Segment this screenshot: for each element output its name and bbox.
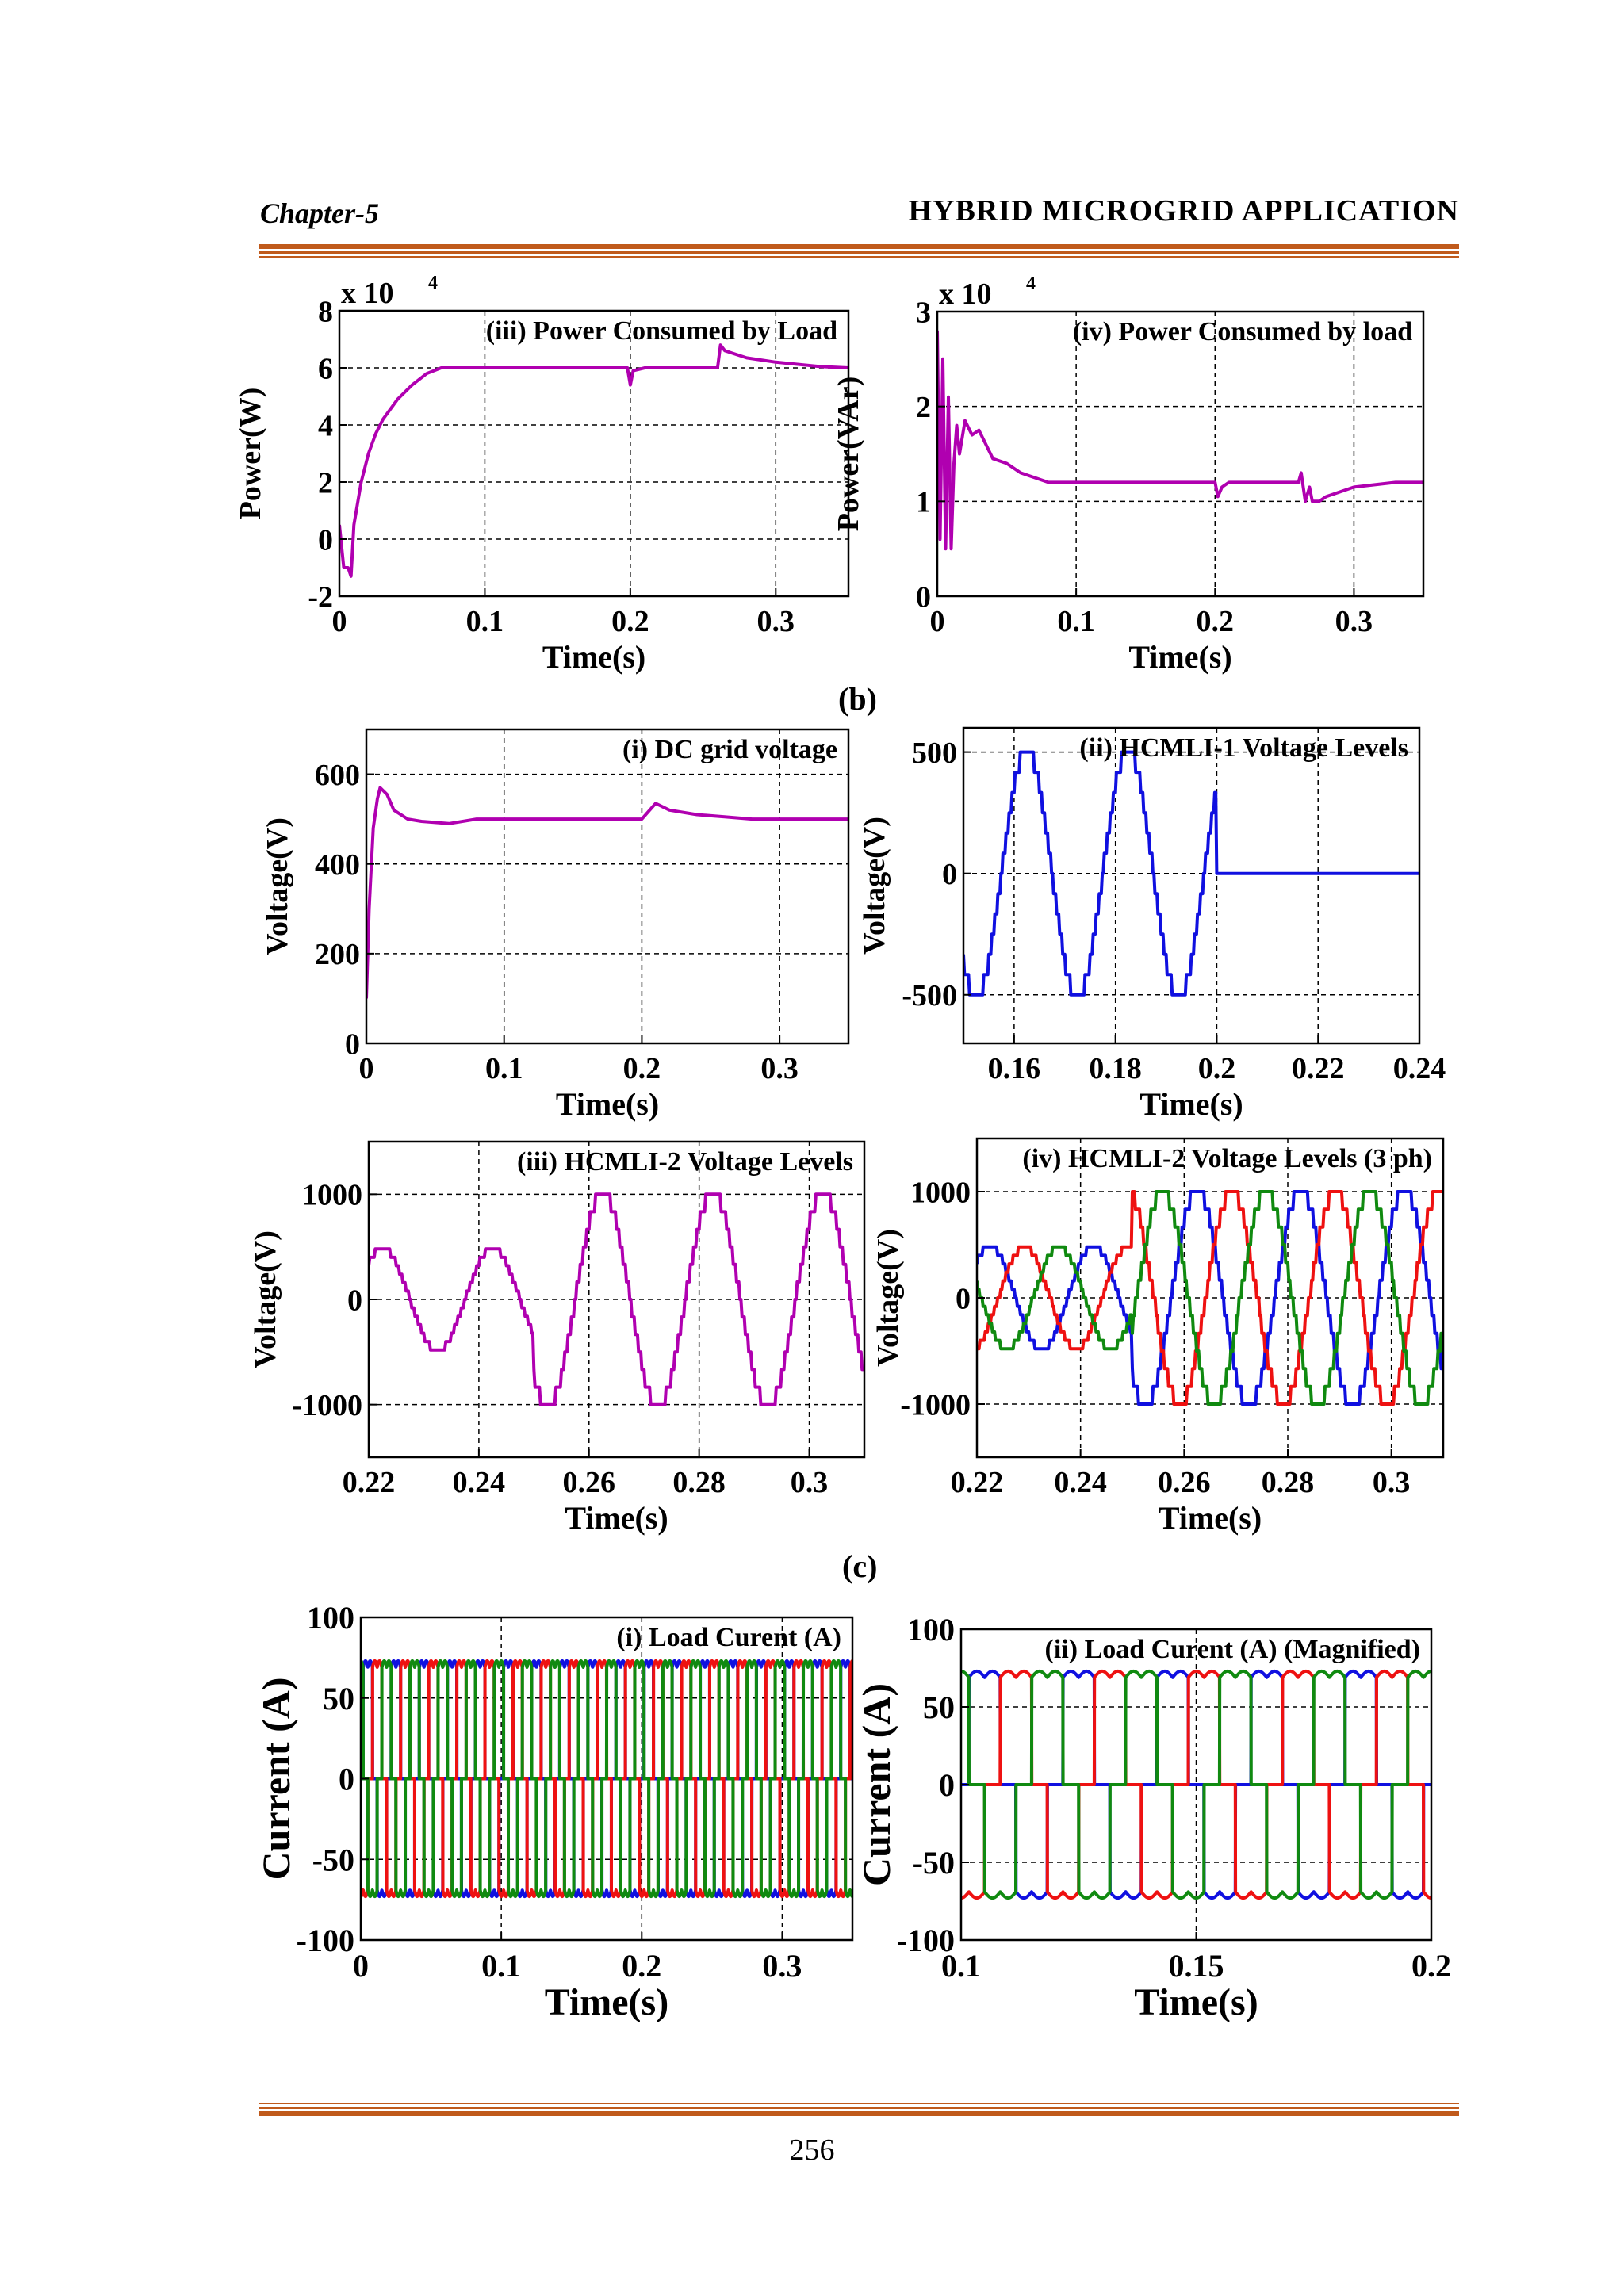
x-tick-label-2: 0.2 (622, 1052, 661, 1085)
y-tick-label-3: 3 (916, 296, 931, 330)
x-tick-label-3: 0.3 (1335, 605, 1373, 638)
x-tick-label-2: 0.2 (1196, 605, 1235, 638)
x-tick-label-2: 0.2 (1411, 1948, 1451, 1984)
y-tick-label-0: -100 (896, 1923, 955, 1958)
plot-frame (937, 312, 1423, 596)
footer-rule (259, 2103, 1459, 2116)
y-tick-label-1: 200 (315, 938, 360, 972)
y-tick-label-2: 2 (318, 466, 333, 500)
x-tick-label-1: 0.18 (1089, 1052, 1142, 1085)
y-tick-label-1: 0 (347, 1284, 362, 1318)
x-tick-label-4: 0.24 (1392, 1052, 1446, 1085)
y-tick-label-2: 0 (939, 1767, 955, 1803)
x-tick-label-1: 0.1 (465, 605, 504, 638)
y-tick-label-5: 8 (318, 295, 333, 329)
y-tick-label-2: 0 (339, 1761, 354, 1797)
y-tick-label-3: 50 (323, 1680, 354, 1716)
y-tick-label-0: -500 (902, 979, 957, 1013)
y-tick-label-0: -2 (308, 580, 333, 614)
y-tick-label-4: 6 (318, 352, 333, 386)
x-tick-label-3: 0.3 (756, 605, 795, 638)
x-tick-label-3: 0.28 (1261, 1466, 1315, 1499)
chart-title: (iv) HCMLI-2 Voltage Levels (3 ph) (1022, 1144, 1432, 1173)
chart-p4 (858, 728, 1446, 1122)
caption-b: (b) (838, 681, 877, 717)
x-tick-label-0: 0 (331, 605, 347, 638)
y-tick-label-0: -100 (296, 1923, 354, 1958)
y-tick-label-3: 50 (923, 1689, 955, 1725)
series-line-0 (339, 345, 848, 576)
chart-p6 (871, 1138, 1443, 1536)
chart-title: (i) DC grid voltage (622, 735, 837, 764)
y-tick-label-0: -1000 (292, 1388, 362, 1422)
plot-frame (339, 311, 848, 596)
x-axis-label: Time(s) (1134, 1981, 1258, 2023)
chart-title: (ii) HCMLI-1 Voltage Levels (1079, 733, 1408, 763)
x-tick-label-2: 0.26 (562, 1466, 616, 1499)
y-tick-label-2: 500 (912, 736, 957, 770)
y-tick-label-3: 600 (315, 758, 360, 792)
x-tick-label-0: 0 (353, 1948, 369, 1984)
y-axis-label: Voltage(V) (871, 1229, 905, 1367)
x-tick-label-1: 0.1 (1057, 605, 1095, 638)
axis-multiplier-exponent: 4 (1026, 274, 1036, 294)
series-line-0 (937, 331, 1423, 549)
series-line-0 (366, 788, 848, 999)
y-tick-label-4: 100 (907, 1612, 955, 1647)
x-tick-label-1: 0.15 (1168, 1948, 1224, 1984)
x-axis-label: Time(s) (565, 1500, 668, 1536)
chart-title: (iv) Power Consumed by load (1072, 317, 1412, 346)
y-tick-label-0: 0 (345, 1027, 360, 1062)
y-tick-label-2: 1000 (910, 1176, 971, 1210)
y-axis-label: Voltage(V) (261, 817, 294, 955)
x-tick-label-3: 0.3 (762, 1948, 802, 1984)
y-tick-label-2: 2 (916, 390, 931, 424)
x-tick-label-1: 0.24 (1054, 1466, 1107, 1499)
x-tick-label-2: 0.2 (611, 605, 649, 638)
x-tick-label-0: 0 (929, 605, 945, 638)
y-axis-label: Voltage(V) (858, 817, 891, 955)
plot-frame (963, 728, 1419, 1043)
chart-p8 (854, 1612, 1451, 2023)
y-tick-label-0: 0 (916, 580, 931, 614)
chapter-label: Chapter-5 (260, 197, 380, 229)
chart-title: (iii) Power Consumed by Load (485, 316, 837, 346)
x-tick-label-4: 0.3 (790, 1466, 829, 1499)
x-tick-label-2: 0.2 (622, 1948, 662, 1984)
chart-p3 (261, 729, 848, 1122)
chart-title: (ii) Load Curent (A) (Magnified) (1044, 1635, 1420, 1664)
y-axis-label: Current (A) (854, 1683, 898, 1886)
y-axis-label: Power(W) (234, 387, 267, 520)
x-axis-label: Time(s) (544, 1981, 669, 2023)
chart-p5 (249, 1142, 864, 1536)
x-axis-label: Time(s) (555, 1086, 660, 1122)
x-tick-label-3: 0.3 (760, 1052, 799, 1085)
y-tick-label-2: 1000 (302, 1178, 362, 1212)
y-tick-label-0: -1000 (900, 1388, 971, 1422)
chapter-title: HYBRID MICROGRID APPLICATION (908, 194, 1459, 228)
x-axis-label: Time(s) (542, 639, 646, 675)
x-tick-label-2: 0.2 (1197, 1052, 1236, 1085)
page-number: 256 (789, 2133, 835, 2167)
y-axis-label: Voltage(V) (249, 1230, 282, 1368)
chart-title: (iii) HCMLI-2 Voltage Levels (516, 1147, 853, 1177)
y-tick-label-1: 0 (318, 523, 333, 557)
y-tick-label-1: -50 (912, 1845, 955, 1881)
x-axis-label: Time(s) (1128, 639, 1232, 675)
y-tick-label-1: 0 (942, 857, 957, 891)
x-tick-label-3: 0.22 (1291, 1052, 1345, 1085)
x-tick-label-0: 0.1 (941, 1948, 981, 1984)
chart-p2 (832, 274, 1423, 675)
axis-multiplier-exponent: 4 (428, 273, 438, 293)
y-tick-label-1: 0 (956, 1282, 971, 1316)
x-tick-label-1: 0.1 (481, 1948, 522, 1984)
x-tick-label-0: 0.16 (987, 1052, 1041, 1085)
x-axis-label: Time(s) (1139, 1086, 1243, 1122)
x-tick-label-0: 0 (358, 1052, 374, 1085)
x-tick-label-2: 0.26 (1158, 1466, 1211, 1499)
chart-p1 (234, 273, 848, 675)
x-tick-label-3: 0.28 (672, 1466, 726, 1499)
x-tick-label-1: 0.24 (452, 1466, 506, 1499)
y-tick-label-2: 400 (315, 848, 360, 882)
x-tick-label-4: 0.3 (1372, 1466, 1411, 1499)
x-tick-label-1: 0.1 (485, 1052, 523, 1085)
x-axis-label: Time(s) (1158, 1500, 1262, 1536)
plot-frame (366, 729, 848, 1043)
chart-title: (i) Load Curent (A) (616, 1623, 841, 1652)
y-tick-label-1: 1 (916, 485, 931, 519)
axis-multiplier: x 10 (939, 277, 992, 311)
y-tick-label-1: -50 (312, 1842, 354, 1878)
caption-c: (c) (842, 1548, 878, 1584)
y-tick-label-3: 4 (318, 409, 333, 443)
x-tick-label-0: 0.22 (342, 1466, 396, 1499)
y-axis-label: Power(VAr) (832, 376, 865, 532)
x-tick-label-0: 0.22 (950, 1466, 1004, 1499)
y-tick-label-4: 100 (307, 1600, 354, 1636)
y-axis-label: Current (A) (254, 1677, 298, 1881)
axis-multiplier: x 10 (341, 277, 394, 310)
chart-p7 (254, 1600, 852, 2023)
